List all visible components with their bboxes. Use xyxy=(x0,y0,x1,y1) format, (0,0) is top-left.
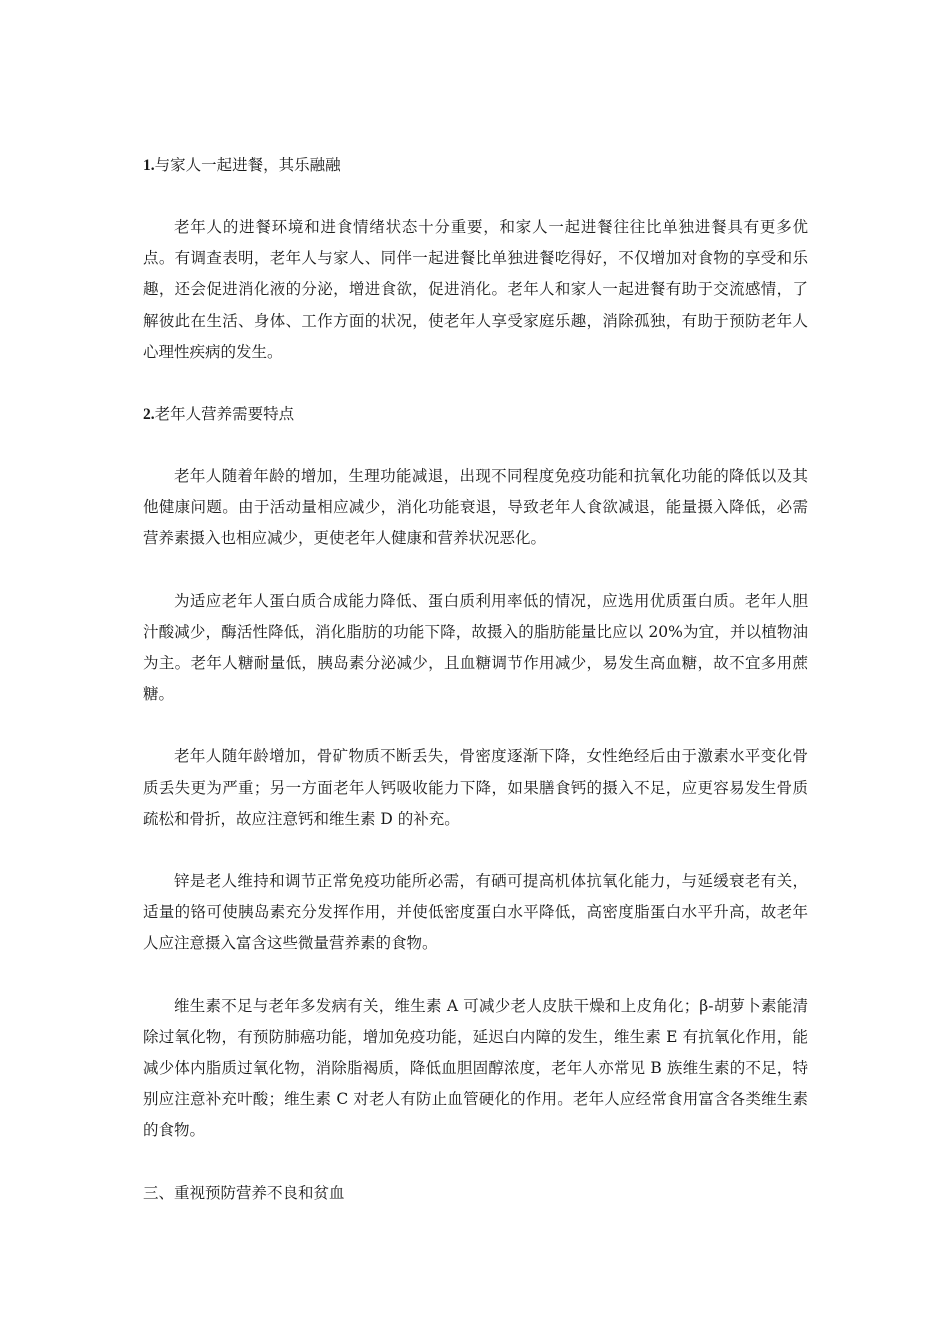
section-title-2: 老年人营养需要特点 xyxy=(154,405,295,424)
paragraph-2: 老年人随着年龄的增加，生理功能减退，出现不同程度免疫功能和抗氧化功能的降低以及其他健康问题。由于活动量相应减少，消化功能衰退，导致老年人食欲减退，能量摄入降低，必需营养素摄入也相应减少，更使老年人健康和营养状况恶化。 xyxy=(143,467,808,548)
document-page xyxy=(143,150,808,1209)
spacer xyxy=(143,1147,808,1178)
spacer xyxy=(143,368,808,399)
spacer xyxy=(143,555,808,586)
spacer xyxy=(143,710,808,741)
paragraph-4: 老年人随年龄增加，骨矿物质不断丢失，骨密度逐渐下降，女性绝经后由于激素水平变化骨质丢失更为严重；另一方面老年人钙吸收能力下降，如果膳食钙的摄入不足，应更容易发生骨质疏松和骨折，故应注意钙和维生素 D 的补充。 xyxy=(143,747,808,828)
spacer xyxy=(143,835,808,866)
section-title-1: 与家人一起进餐，其乐融融 xyxy=(154,156,341,174)
paragraph-3: 为适应老年人蛋白质合成能力降低、蛋白质利用率低的情况，应选用优质蛋白质。老年人胆汁酸减少，酶活性降低，消化脂肪的功能下降，故摄入的脂肪能量比应以 20%为宜，并以植物油为主。老年人糖耐量低，胰岛素分泌减少，且血糖调节作用减少，易发生高血糖，故不宜多用蔗糖。 xyxy=(143,591,808,704)
paragraph-6: 维生素不足与老年多发病有关，维生素 A 可减少老人皮肤干燥和上皮角化；β-胡萝卜素能清除过氧化物，有预防肺癌功能，增加免疫功能，延迟白内障的发生，维生素 E 有抗氧化作用，能减少体内脂质过氧化物，消除脂褐质，降低血胆固醇浓度，老年人亦常见 B 族维生素的不足，特别应注意补充叶酸；维生素 C 对老人有防止血管硬化的作用。老年人应经常食用富含各类维生素的食物。 xyxy=(143,996,808,1140)
spacer xyxy=(143,430,808,461)
spacer xyxy=(143,960,808,991)
spacer xyxy=(143,181,808,212)
section-number-1: 1. xyxy=(143,157,155,174)
section-heading-3: 三、重视预防营养不良和贫血 xyxy=(143,1183,345,1202)
section-heading-2 xyxy=(143,399,808,430)
section-heading-1 xyxy=(143,150,808,181)
paragraph-1: 老年人的进餐环境和进食情绪状态十分重要，和家人一起进餐往往比单独进餐具有更多优点。有调查表明，老年人与家人、同伴一起进餐比单独进餐吃得好，不仅增加对食物的享受和乐趣，还会促进消化液的分泌，增进食欲，促进消化。老年人和家人一起进餐有助于交流感情，了解彼此在生活、身体、工作方面的状况，使老年人享受家庭乐趣，消除孤独，有助于预防老年人心理性疾病的发生。 xyxy=(143,218,808,361)
section-number-2: 2. xyxy=(143,406,155,424)
paragraph-5: 锌是老人维持和调节正常免疫功能所必需，有硒可提高机体抗氧化能力，与延缓衰老有关，适量的铬可使胰岛素充分发挥作用，并使低密度蛋白水平降低，高密度脂蛋白水平升高，故老年人应注意摄入富含这些微量营养素的食物。 xyxy=(143,872,808,953)
